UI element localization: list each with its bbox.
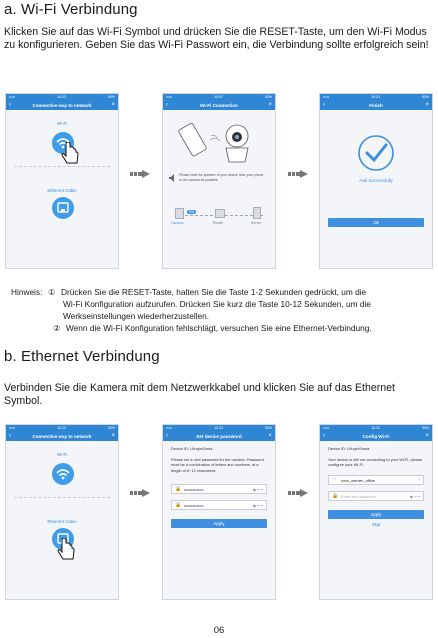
nav-title: Wi-Fi Connection <box>200 102 238 108</box>
battery-indicator: 53% <box>421 95 429 99</box>
hint-item-1-text: Drücken Sie die RESET-Taste, halten Sie die Taste 1-2 Sekunden gedrückt, um die <box>61 287 367 297</box>
step-label-router: Router <box>213 221 224 225</box>
nav-title: Config Wi-Fi <box>362 433 390 439</box>
hint-label: Hinweis: <box>11 287 43 297</box>
device-id: Device ID: LIfuqhrSoma <box>171 446 213 451</box>
battery-indicator: 54% <box>107 95 115 99</box>
phone-a1-connect-way <box>5 93 119 269</box>
nav-bar <box>163 100 275 110</box>
hint-item-1-line-2: Wi-Fi Konfiguration aufzurufen. Drücken Sie kurz die Taste 10-12 Sekunden, um die <box>63 299 371 309</box>
signal-indicator: ••••• <box>323 95 330 99</box>
nav-bar <box>163 431 275 441</box>
close-icon[interactable]: × <box>425 432 429 439</box>
phone-a2-wifi-connection <box>162 93 276 269</box>
wifi-icon: ◠ <box>332 477 337 483</box>
wifi-option-button[interactable] <box>52 463 74 485</box>
success-check-icon <box>357 134 395 172</box>
nav-title: Connective way to network <box>32 102 92 108</box>
show-password-icon[interactable]: ◉ ⟷ <box>252 502 263 508</box>
battery-indicator: 53% <box>421 426 429 430</box>
password-description: Please set a new password for the camera. Password must be a combination of letters and numbers, at a length of 6~12 characters. <box>171 457 264 473</box>
camera-step-icon <box>175 208 184 219</box>
signal-indicator: ••••• <box>166 426 173 430</box>
success-label: Add Successfully <box>359 178 393 183</box>
wifi-label: Wi-Fi <box>56 121 68 126</box>
device-id: Device ID: LIfuqhrSoma <box>328 446 370 451</box>
signal-indicator: ••••• <box>9 95 16 99</box>
arrow-right-icon <box>130 170 150 178</box>
back-icon[interactable]: ‹ <box>9 102 11 108</box>
hint-item-1-line-3: Werkseinstellungen wiederherzustellen. <box>63 311 210 321</box>
router-step-icon <box>215 209 225 218</box>
ethernet-option-button[interactable] <box>52 197 74 219</box>
ethernet-label: Ethernet Cable <box>47 519 77 524</box>
wifi-name-value: xxxx_wenter_office <box>341 477 375 483</box>
step-label-server: Server <box>251 221 262 225</box>
wifi-password-field[interactable] <box>328 491 424 501</box>
config-description: Your device is still not connecting to your Wi-Fi, please configure your Wi-Fi. <box>328 457 422 468</box>
wifi-icon <box>52 463 74 485</box>
lock-icon: 🔒 <box>175 486 182 492</box>
status-time: 10:23 <box>371 426 380 430</box>
divider <box>14 497 110 498</box>
back-icon[interactable]: ‹ <box>166 433 168 439</box>
section-b-title: b. Ethernet Verbindung <box>4 348 160 365</box>
ok-button[interactable]: Ok <box>328 218 424 227</box>
phone-b3-config-wifi <box>319 424 433 600</box>
status-time: 10:57 <box>214 95 223 99</box>
apply-button[interactable]: Apply <box>171 519 267 528</box>
phone-and-camera-illustration <box>177 116 261 166</box>
arrow-right-icon <box>288 489 308 497</box>
show-password-icon[interactable]: ◉ ⟷ <box>252 486 263 492</box>
lock-icon: 🔒 <box>332 493 339 499</box>
nav-bar <box>320 431 432 441</box>
show-password-icon[interactable]: ◉ ⟷ <box>409 493 420 499</box>
status-time: 10:23 <box>57 426 66 430</box>
hint-item-1-marker: ① <box>48 287 56 297</box>
lock-icon: 🔒 <box>175 502 182 508</box>
section-a-intro: Klicken Sie auf das Wi-Fi Symbol und drücken Sie die RESET-Taste, um den Wi-Fi Modus zu konfigurieren. Geben Sie das Wi-Fi Passwort ein, die Verbindung sollte erfolgreich sein! <box>4 26 429 52</box>
password-value: •••••••••••••• <box>184 486 204 492</box>
hint-item-2-marker: ② <box>53 323 61 333</box>
divider <box>14 166 110 167</box>
wifi-label: Wi-Fi <box>56 452 68 457</box>
step-label-camera: Camera <box>171 221 184 225</box>
tap-hand-icon <box>56 538 78 562</box>
close-icon[interactable]: × <box>268 101 272 108</box>
close-icon[interactable]: × <box>111 101 115 108</box>
back-icon[interactable]: ‹ <box>166 102 168 108</box>
nav-bar <box>320 100 432 110</box>
phone-b1-connect-way <box>5 424 119 600</box>
signal-indicator: ••••• <box>166 95 173 99</box>
hint-item-2-text: Wenn die Wi-Fi Konfiguration fehlschlägt, versuchen Sie eine Ethernet-Verbindung. <box>66 323 372 333</box>
nav-bar <box>6 100 118 110</box>
ethernet-icon <box>52 197 74 219</box>
phone-a3-finish <box>319 93 433 269</box>
connection-progress <box>169 206 269 234</box>
ethernet-label: Ethernet Cable <box>47 188 77 193</box>
section-a-title: a. Wi-Fi Verbindung <box>4 1 138 18</box>
nav-title: Connective way to network <box>32 433 92 439</box>
nav-bar <box>6 431 118 441</box>
close-icon[interactable]: × <box>268 432 272 439</box>
password-field[interactable] <box>171 484 267 494</box>
status-time: 10:23 <box>57 95 66 99</box>
tap-hand-icon <box>60 142 82 166</box>
progress-badge: 3% <box>189 210 195 214</box>
battery-indicator: 53% <box>264 95 272 99</box>
password-placeholder: Enter the password <box>341 493 376 499</box>
signal-indicator: ••••• <box>9 426 16 430</box>
speaker-icon <box>169 174 177 182</box>
server-step-icon <box>253 207 261 219</box>
battery-indicator: 53% <box>264 426 272 430</box>
status-time: 10:23 <box>214 426 223 430</box>
close-icon[interactable]: × <box>111 432 115 439</box>
phone-b2-set-password <box>162 424 276 600</box>
confirm-password-field[interactable] <box>171 500 267 510</box>
back-icon[interactable]: ‹ <box>323 433 325 439</box>
nav-title: Finish <box>369 102 383 108</box>
status-time: 10:23 <box>371 95 380 99</box>
back-icon[interactable]: ‹ <box>323 102 325 108</box>
page-number: 06 <box>213 625 225 636</box>
arrow-right-icon <box>288 170 308 178</box>
apply-button[interactable]: Apply <box>328 510 424 519</box>
back-icon[interactable]: ‹ <box>9 433 11 439</box>
close-icon[interactable]: × <box>425 101 429 108</box>
wifi-name-field[interactable] <box>328 475 424 485</box>
section-b-intro: Verbinden Sie die Kamera mit dem Netzwerkkabel und klicken Sie auf das Ethernet Symbol. <box>4 382 396 408</box>
signal-indicator: ••••• <box>323 426 330 430</box>
arrow-right-icon <box>130 489 150 497</box>
battery-indicator: 54% <box>107 426 115 430</box>
confirm-password-value: •••••••••••••• <box>184 502 204 508</box>
nav-title: Set device password <box>196 433 242 439</box>
chevron-right-icon[interactable]: › <box>418 477 420 483</box>
skip-link[interactable]: Skip <box>371 522 381 527</box>
speaker-instruction: Please twist the speaker of your device near your phone to the camera as possible <box>179 173 264 182</box>
